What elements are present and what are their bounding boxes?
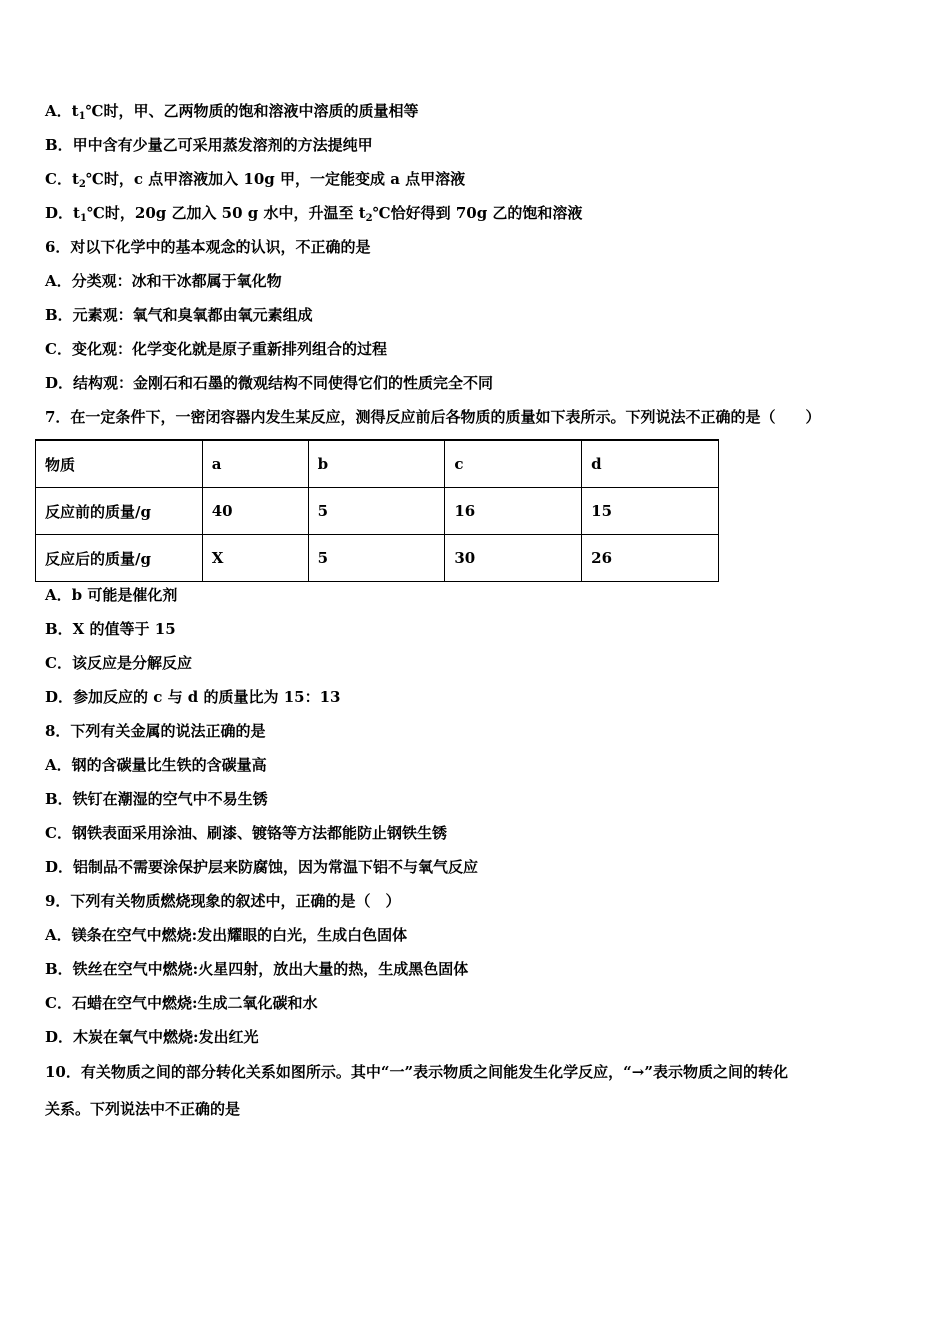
table-cell: d [582, 440, 719, 488]
table-cell: 15 [582, 488, 719, 535]
table-cell: a [202, 440, 308, 488]
q6-option-b: B．元素观：氧气和臭氧都由氧元素组成 [45, 306, 313, 324]
q9-option-c: C．石蜡在空气中燃烧:生成二氧化碳和水 [45, 994, 318, 1012]
table-cell: 16 [445, 488, 582, 535]
q5-option-d: D．$t_1℃$时，20g 乙加入 50 g 水中，升温至 $t_2℃$恰好得到 70g 乙的饱和溶液 [45, 204, 583, 224]
q7-option-b: B．X 的值等于 15 [45, 620, 176, 638]
table-cell: 反应后的质量/g [36, 535, 203, 582]
q9-option-d: D．木炭在氧气中燃烧:发出红光 [45, 1028, 259, 1046]
q5-option-b: B．甲中含有少量乙可采用蒸发溶剂的方法提纯甲 [45, 136, 373, 154]
q6-option-a: A．分类观：冰和干冰都属于氧化物 [45, 272, 282, 290]
q8-option-c: C．钢铁表面采用涂油、刷漆、镀铬等方法都能防止钢铁生锈 [45, 824, 447, 842]
table-header-row [36, 440, 719, 488]
q9-option-a: A．镁条在空气中燃烧:发出耀眼的白光，生成白色固体 [45, 926, 408, 944]
q8-stem: 8．下列有关金属的说法正确的是 [45, 722, 266, 740]
q8-option-d: D．铝制品不需要涂保护层来防腐蚀，因为常温下铝不与氧气反应 [45, 858, 479, 876]
q10-stem-line2: 关系。下列说法中不正确的是 [45, 1100, 241, 1118]
table-cell: 26 [582, 535, 719, 582]
table-cell: 5 [308, 488, 445, 535]
q7-stem: 7．在一定条件下，一密闭容器内发生某反应，测得反应前后各物质的质量如下表所示。下列说法不正确的是（ ） [45, 408, 821, 426]
q7-option-c: C．该反应是分解反应 [45, 654, 192, 672]
q9-stem: 9．下列有关物质燃烧现象的叙述中，正确的是（ ） [45, 892, 401, 910]
q6-option-c: C．变化观：化学变化就是原子重新排列组合的过程 [45, 340, 387, 358]
q5-option-a: A．$t_1℃$时，甲、乙两物质的饱和溶液中溶质的质量相等 [45, 102, 419, 122]
table-cell: 5 [308, 535, 445, 582]
table-cell: 40 [202, 488, 308, 535]
q8-option-b: B．铁钉在潮湿的空气中不易生锈 [45, 790, 268, 808]
q7-option-a: A．b 可能是催化剂 [45, 586, 178, 604]
table-cell: c [445, 440, 582, 488]
q8-option-a: A．钢的含碳量比生铁的含碳量高 [45, 756, 267, 774]
q9-option-b: B．铁丝在空气中燃烧:火星四射，放出大量的热，生成黑色固体 [45, 960, 469, 978]
table-cell: 反应前的质量/g [36, 488, 203, 535]
table-cell: b [308, 440, 445, 488]
table-row [36, 535, 719, 582]
table-cell: 物质 [36, 440, 203, 488]
q7-mass-table [35, 439, 719, 582]
right-arrow-icon: → [631, 1063, 645, 1081]
table-row [36, 488, 719, 535]
q6-option-d: D．结构观：金刚石和石墨的微观结构不同使得它们的性质完全不同 [45, 374, 494, 392]
table-cell: 30 [445, 535, 582, 582]
q7-option-d: D．参加反应的 c 与 d 的质量比为 15：13 [45, 688, 341, 706]
q5-option-c: C．$t_2℃$时，c 点甲溶液加入 10g 甲，一定能变成 a 点甲溶液 [45, 170, 466, 190]
table-cell: X [202, 535, 308, 582]
q6-stem: 6．对以下化学中的基本观念的认识，不正确的是 [45, 238, 371, 256]
q10-stem-line1: 10．有关物质之间的部分转化关系如图所示。其中“一”表示物质之间能发生化学反应，“→”表示物质之间的转化 [45, 1063, 788, 1081]
